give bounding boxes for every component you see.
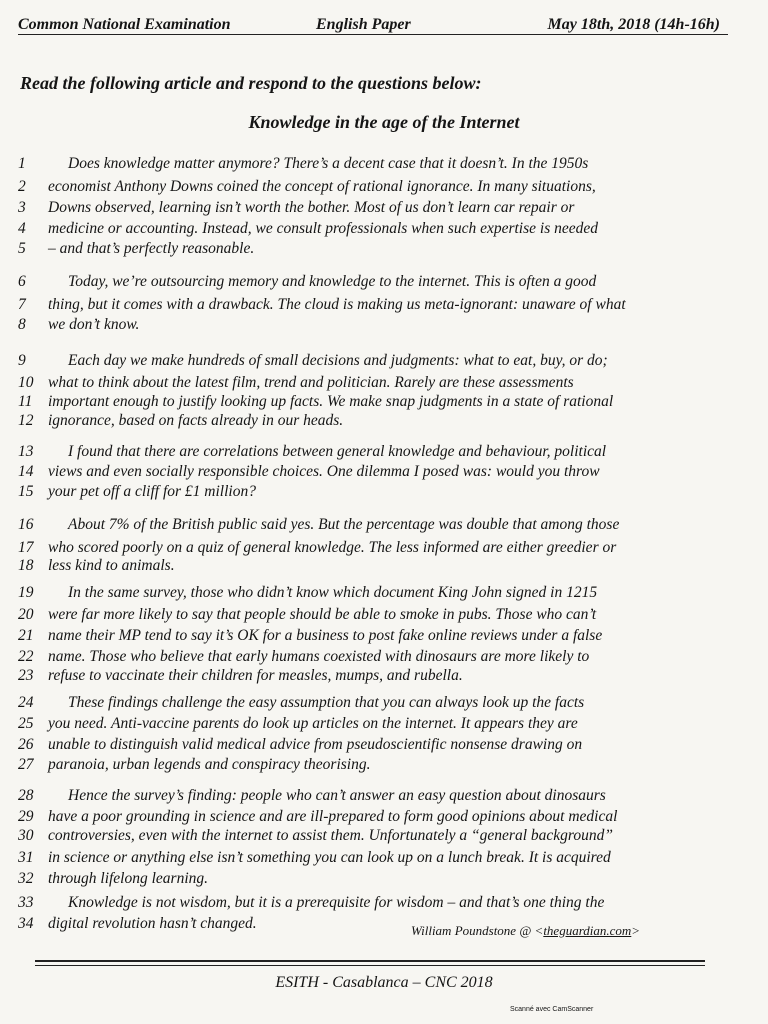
line-number: 16 [18,516,34,533]
article-line [0,667,768,687]
article-line [0,849,768,869]
line-text: name their MP tend to say it’s OK for a business to post fake online reviews under a false [48,627,603,644]
line-text: thing, but it comes with a drawback. The cloud is making us meta-ignorant: unaware of what [48,296,626,313]
exam-header [18,12,728,35]
article-line [0,220,768,240]
line-number: 10 [18,374,34,391]
signature-author: William Poundstone @ < [411,923,544,938]
line-text: In the same survey, those who didn’t know which document King John signed in 1215 [68,584,598,601]
scanner-note: Scanné avec CamScanner [510,1006,594,1013]
line-text: unable to distinguish valid medical advice from pseudoscientific nonsense drawing on [48,736,583,753]
article-line [0,584,768,604]
article-line [0,483,768,503]
line-text: we don’t know. [48,316,140,333]
signature-close: > [631,923,641,938]
article-line [0,694,768,714]
article-line [0,894,768,914]
article-line [0,273,768,293]
line-text: ignorance, based on facts already in our heads. [48,412,344,429]
line-number: 23 [18,667,34,684]
line-text: in science or anything else isn’t something you can look up on a lunch break. It is acquired [48,849,611,866]
line-text: About 7% of the British public said yes. But the percentage was double that among those [68,516,620,533]
line-number: 33 [18,894,34,911]
article-signature [411,923,640,939]
line-number: 1 [18,155,26,172]
line-number: 27 [18,756,34,773]
article-line [0,648,768,668]
line-text: economist Anthony Downs coined the concept of rational ignorance. In many situations, [48,178,596,195]
article-line [0,557,768,577]
article-line [0,627,768,647]
line-text: Hence the survey’s finding: people who can’t answer an easy question about dinosaurs [68,787,606,804]
line-text: medicine or accounting. Instead, we consult professionals when such expertise is needed [48,220,599,237]
line-number: 14 [18,463,34,480]
line-number: 5 [18,240,26,257]
line-text: refuse to vaccinate their children for measles, mumps, and rubella. [48,667,463,684]
line-number: 12 [18,412,34,429]
article-line [0,393,768,413]
article-line [0,539,768,559]
article-line [0,316,768,336]
line-number: 34 [18,915,34,932]
line-text: Today, we’re outsourcing memory and knowledge to the internet. This is often a good [68,273,597,290]
article-line [0,296,768,316]
line-text: have a poor grounding in science and are ill-prepared to form good opinions about medical [48,808,618,825]
line-number: 18 [18,557,34,574]
footer-rule [35,960,705,966]
article-line [0,516,768,536]
footer: ESITH - Casablanca – CNC 2018 [275,974,493,991]
line-text: your pet off a cliff for £1 million? [48,483,256,500]
article-line [0,756,768,776]
line-number: 8 [18,316,26,333]
line-number: 26 [18,736,34,753]
line-number: 25 [18,715,34,732]
line-number: 24 [18,694,34,711]
exam-date: May 18th, 2018 (14h-16h) [547,16,720,33]
line-number: 9 [18,352,26,369]
line-text: These findings challenge the easy assumption that you can always look up the facts [68,694,585,711]
article-line [0,199,768,219]
article-line [0,352,768,372]
line-text: – and that’s perfectly reasonable. [48,240,255,257]
line-text: you need. Anti-vaccine parents do look up articles on the internet. It appears they are [48,715,578,732]
line-number: 31 [18,849,34,866]
line-text: I found that there are correlations between general knowledge and behaviour, political [68,443,607,460]
article-line [0,412,768,432]
line-number: 17 [18,539,34,556]
article-line [0,870,768,890]
line-number: 21 [18,627,34,644]
line-number: 4 [18,220,26,237]
exam-name: Common National Examination [18,16,231,33]
line-number: 7 [18,296,26,313]
line-text: important enough to justify looking up facts. We make snap judgments in a state of rational [48,393,614,410]
line-number: 32 [18,870,34,887]
article-title: Knowledge in the age of the Internet [248,112,520,132]
article-line [0,827,768,847]
line-text: digital revolution hasn’t changed. [48,915,257,932]
line-number: 28 [18,787,34,804]
line-text: Each day we make hundreds of small decisions and judgments: what to eat, buy, or do; [68,352,608,369]
article-line [0,715,768,735]
line-text: who scored poorly on a quiz of general knowledge. The less informed are either greedier or [48,539,617,556]
line-text: were far more likely to say that people should be able to smoke in pubs. Those who can’t [48,606,597,623]
line-number: 19 [18,584,34,601]
line-text: Does knowledge matter anymore? There’s a decent case that it doesn’t. In the 1950s [68,155,589,172]
line-text: Downs observed, learning isn’t worth the bother. Most of us don’t learn car repair or [48,199,575,216]
line-text: name. Those who believe that early humans coexisted with dinosaurs are more likely to [48,648,590,665]
article-line [0,374,768,394]
line-number: 29 [18,808,34,825]
line-number: 22 [18,648,34,665]
article-line [0,240,768,260]
paper-name: English Paper [316,16,411,33]
line-number: 20 [18,606,34,623]
line-number: 3 [18,199,26,216]
article-line [0,915,768,935]
article-line [0,155,768,175]
line-text: paranoia, urban legends and conspiracy theorising. [48,756,371,773]
line-text: what to think about the latest film, trend and politician. Rarely are these assessments [48,374,574,391]
article-line [0,606,768,626]
line-number: 11 [18,393,33,410]
line-number: 2 [18,178,26,195]
article-line [0,463,768,483]
article-line [0,178,768,198]
line-number: 15 [18,483,34,500]
article-line [0,736,768,756]
article-line [0,787,768,807]
line-number: 30 [18,827,34,844]
line-text: controversies, even with the internet to assist them. Unfortunately a “general background” [48,827,613,844]
line-number: 6 [18,273,26,290]
line-number: 13 [18,443,34,460]
source-link[interactable]: theguardian.com [543,923,632,938]
line-text: less kind to animals. [48,557,175,574]
article-line [0,808,768,828]
instruction: Read the following article and respond to the questions below: [20,73,482,93]
line-text: Knowledge is not wisdom, but it is a prerequisite for wisdom – and that’s one thing the [68,894,605,911]
article-line [0,443,768,463]
line-text: through lifelong learning. [48,870,209,887]
line-text: views and even socially responsible choices. One dilemma I posed was: would you throw [48,463,600,480]
